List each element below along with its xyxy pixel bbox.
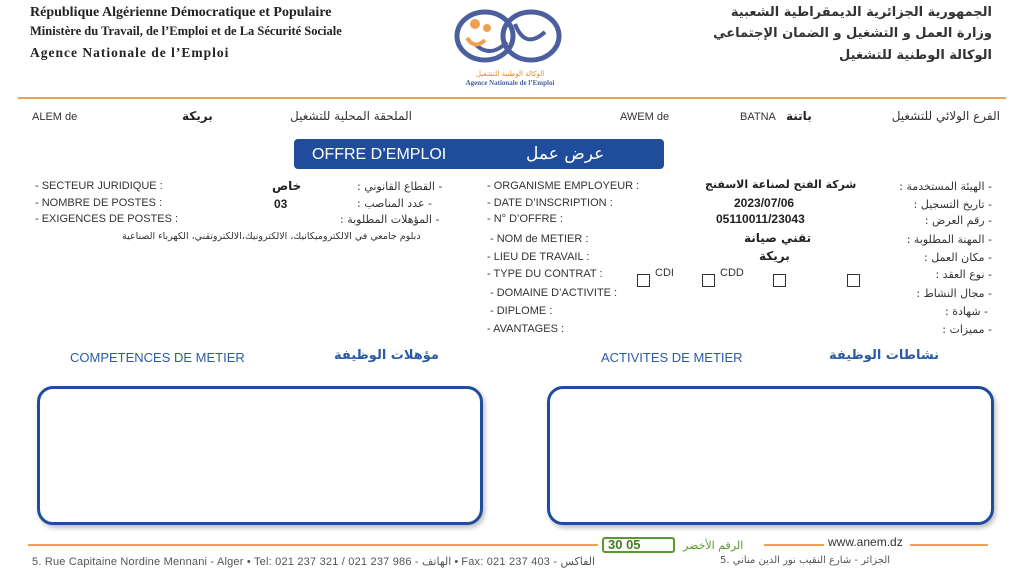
postes-label: - NOMBRE DE POSTES : (35, 197, 163, 209)
secteur-ar-label: - القطاع القانوني : (357, 180, 443, 193)
awem-value-fr: BATNA (740, 111, 776, 123)
website-link[interactable]: www.anem.dz (828, 535, 903, 549)
anem-logo (445, 4, 575, 92)
header-fr-ministry: Ministère du Travail, de l’Emploi et de La Sécurité Sociale (30, 24, 342, 38)
awem-label: AWEM de (620, 111, 670, 123)
green-number-label: الرقم الأخضر (683, 539, 744, 552)
date-value: 2023/07/06 (734, 196, 795, 210)
header-ar-agency: الوكالة الوطنية للتشغيل (839, 48, 992, 63)
offre-value: 05110011/23043 (716, 212, 805, 226)
activites-title-fr: ACTIVITES DE METIER (601, 350, 743, 365)
avantages-ar-label: - مميزات : (942, 323, 992, 336)
activites-title-ar: نشاطات الوظيفة (829, 348, 939, 363)
secteur-value: خاص (272, 179, 302, 193)
footer-address-fr: 5. Rue Capitaine Nordine Mennani - Alger • Tel: 021 237 321 / 021 237 986 - الهاتف • Fax: 021 237 403 - الفاكس (32, 556, 596, 568)
cdi-label: CDI (655, 267, 674, 279)
diplome-label: - DIPLOME : (490, 305, 553, 317)
exigences-ar-label: - المؤهلات المطلوبة : (340, 213, 440, 226)
lieu-ar-label: - مكان العمل : (924, 251, 992, 264)
diplome-ar-label: - شهادة : (945, 305, 988, 318)
competences-box[interactable] (37, 386, 483, 525)
organisme-ar-label: - الهيئة المستخدمة : (899, 180, 992, 193)
header-ar-republic: الجمهورية الجزائرية الديمقراطية الشعبية (730, 5, 992, 20)
footer-rule-right (910, 544, 988, 546)
logo-caption-ar: الوكالة الوطنية للتشغيل (475, 70, 545, 78)
header-divider (18, 97, 1006, 99)
offer-title-fr: OFFRE D’EMPLOI (312, 146, 447, 163)
secteur-label: - SECTEUR JURIDIQUE : (35, 180, 163, 192)
footer-rule-left (28, 544, 598, 546)
activites-box[interactable] (547, 386, 994, 525)
postes-value: 03 (274, 197, 288, 211)
awem-value-ar: باتنة (786, 109, 812, 123)
organisme-value: شركة الفتح لصناعة الاسفنج (705, 178, 857, 191)
competences-title-fr: COMPETENCES DE METIER (70, 350, 245, 365)
date-label: - DATE D’INSCRIPTION : (487, 197, 613, 209)
avantages-label: - AVANTAGES : (487, 323, 565, 335)
footer-address-ar: الجزائر - شارع النقيب نور الدين مناني .5 (720, 555, 891, 566)
cdd-checkbox[interactable] (702, 274, 715, 287)
lieu-label: - LIEU DE TRAVAIL : (487, 251, 590, 263)
cdi-checkbox[interactable] (637, 274, 650, 287)
competences-title-ar: مؤهلات الوظيفة (334, 348, 439, 363)
cdd-label: CDD (720, 267, 744, 279)
green-number: 30 05 (608, 537, 641, 552)
header-fr-republic: République Algérienne Démocratique et Populaire (30, 5, 332, 20)
contract-other2-checkbox[interactable] (847, 274, 860, 287)
contrat-ar-label: - نوع العقد : (935, 268, 992, 281)
domaine-label: - DOMAINE D’ACTIVITE : (490, 287, 618, 299)
postes-ar-label: - عدد المناصب : (357, 197, 432, 210)
footer-rule-mid (764, 544, 824, 546)
logo-caption-fr: Agence Nationale de l’Emploi (465, 79, 555, 87)
header-ar-ministry: وزارة العمل و التشغيل و الضمان الإجتماعي (713, 26, 992, 41)
contract-other-checkbox[interactable] (773, 274, 786, 287)
alem-ar-label: الملحقة المحلية للتشغيل (290, 109, 412, 123)
anem-logo-icon (445, 4, 575, 70)
offre-ar-label: - رقم العرض : (924, 214, 992, 227)
contrat-label: - TYPE DU CONTRAT : (487, 268, 603, 280)
alem-label: ALEM de (32, 111, 78, 123)
metier-label: - NOM de METIER : (490, 233, 589, 245)
alem-value: بريكة (182, 109, 213, 123)
exigences-label: - EXIGENCES DE POSTES : (35, 213, 179, 225)
exigences-value: دبلوم جامعي في الالكتروميكانيك، الالكترونيك،الالكتروتقني، الكهرباء الصناعية (122, 231, 421, 242)
offer-title-ar: عرض عمل (526, 144, 605, 164)
offre-label: - N° D’OFFRE : (487, 213, 563, 225)
date-ar-label: - تاريخ التسجيل : (913, 198, 992, 211)
lieu-value: بريكة (759, 249, 790, 263)
metier-ar-label: - المهنة المطلوبة : (906, 233, 992, 246)
header-fr-agency: Agence Nationale de l’Emploi (30, 45, 230, 60)
awem-ar-label: الفرع الولائي للتشغيل (891, 109, 1000, 123)
metier-value: تقني صيانة (744, 231, 812, 245)
organisme-label: - ORGANISME EMPLOYEUR : (487, 180, 640, 192)
domaine-ar-label: - مجال النشاط : (916, 287, 992, 300)
offer-title-banner (294, 139, 664, 169)
